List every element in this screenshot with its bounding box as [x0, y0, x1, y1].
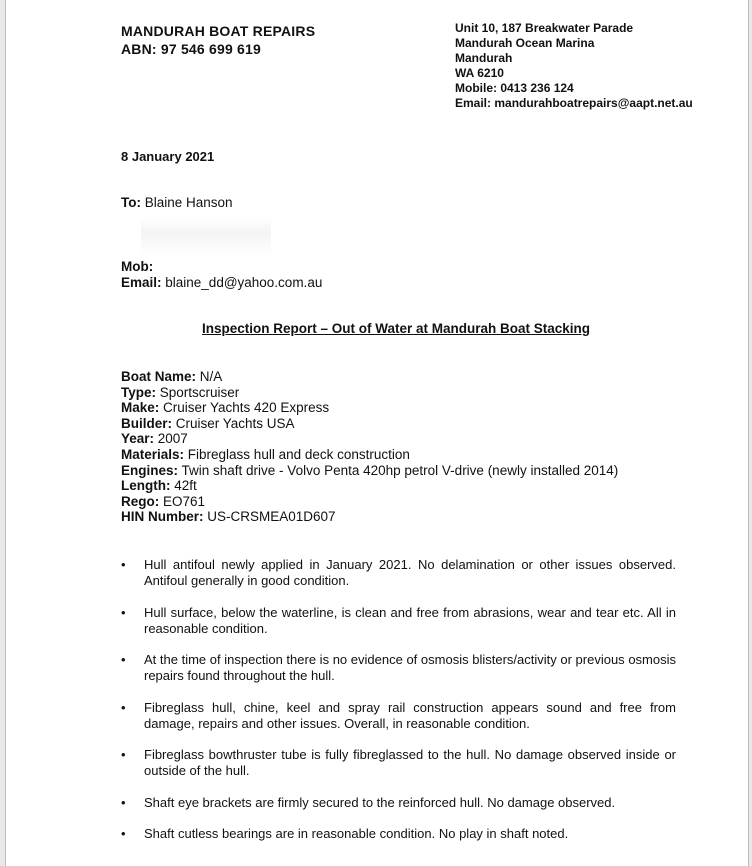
- spec-label: Boat Name:: [121, 369, 197, 384]
- company-email: Email: mandurahboatrepairs@aapt.net.au: [455, 96, 693, 110]
- spec-row: [121, 463, 618, 479]
- spec-row: [121, 369, 618, 385]
- spec-row: [121, 494, 618, 510]
- spec-row: [121, 509, 618, 525]
- spec-row: [121, 478, 618, 494]
- list-item: [121, 557, 676, 589]
- recipient-contact: [121, 259, 322, 291]
- recipient-name: [121, 195, 233, 210]
- finding-text: Hull antifoul newly applied in January 2021. No delamination or other issues observed. Antifoul generally in good condition.: [144, 557, 676, 588]
- email-label: Email:: [121, 275, 162, 290]
- email-value: blaine_dd@yahoo.com.au: [161, 275, 323, 290]
- bullet-icon: •: [121, 747, 126, 762]
- spec-label: Engines:: [121, 462, 179, 478]
- recipient-email: [121, 275, 322, 291]
- spec-value: Cruiser Yachts USA: [172, 415, 295, 431]
- to-label: To:: [121, 195, 141, 210]
- list-item: [121, 747, 676, 779]
- company-mobile: Mobile: 0413 236 124: [455, 81, 574, 95]
- company-address: [455, 21, 693, 111]
- spec-label: HIN Number:: [121, 509, 204, 525]
- mob-label: Mob:: [121, 259, 154, 274]
- finding-text: Shaft eye brackets are firmly secured to the reinforced hull. No damage observed.: [144, 794, 616, 810]
- spec-label: Make:: [121, 400, 160, 416]
- list-item: [121, 826, 676, 842]
- address-line: WA 6210: [455, 66, 504, 80]
- address-line: Unit 10, 187 Breakwater Parade: [455, 21, 634, 35]
- spec-label: Length:: [121, 478, 171, 494]
- boat-specs: [121, 369, 618, 525]
- bullet-icon: •: [121, 604, 126, 620]
- list-item: [121, 652, 676, 684]
- spec-value: 2007: [154, 431, 188, 447]
- bullet-icon: •: [121, 652, 126, 667]
- spec-value: Sportscruiser: [156, 384, 240, 400]
- spec-value: Fibreglass hull and deck construction: [184, 446, 410, 462]
- bullet-icon: •: [121, 699, 126, 715]
- recipient-mobile: [121, 259, 322, 275]
- finding-text: Fibreglass hull, chine, keel and spray rail construction appears sound and free from damage, repairs and other issues. Overall, in reasonable condition.: [144, 699, 676, 731]
- spec-row: [121, 447, 618, 463]
- spec-row: [121, 400, 618, 416]
- spec-value: EO761: [159, 493, 206, 509]
- spec-row: [121, 431, 618, 447]
- report-title: Inspection Report – Out of Water at Mandurah Boat Stacking: [201, 321, 591, 336]
- spec-row: [121, 416, 618, 432]
- spec-label: Builder:: [121, 415, 173, 431]
- spec-label: Year:: [121, 431, 155, 447]
- spec-value: Twin shaft drive - Volvo Penta 420hp petrol V-drive (newly installed 2014): [178, 462, 619, 478]
- spec-value: Cruiser Yachts 420 Express: [159, 400, 330, 416]
- finding-text: Shaft cutless bearings are in reasonable condition. No play in shaft noted.: [144, 826, 569, 841]
- spec-label: Rego:: [121, 493, 160, 509]
- bullet-icon: •: [121, 557, 126, 572]
- list-item: [121, 605, 676, 637]
- address-line: Mandurah Ocean Marina: [455, 36, 595, 50]
- finding-text: Fibreglass bowthruster tube is fully fibreglassed to the hull. No damage observed inside or outside of the hull.: [144, 747, 676, 778]
- list-item: [121, 700, 676, 732]
- list-item: [121, 795, 676, 811]
- redacted-address: [141, 218, 271, 256]
- inspection-findings: [121, 557, 676, 858]
- spec-value: 42ft: [170, 478, 197, 494]
- company-abn: ABN: 97 546 699 619: [121, 41, 261, 57]
- company-name: MANDURAH BOAT REPAIRS: [121, 23, 316, 39]
- finding-text: At the time of inspection there is no evidence of osmosis blisters/activity or previous osmosis repairs found throughout the hull.: [144, 652, 676, 683]
- finding-text: Hull surface, below the waterline, is clean and free from abrasions, wear and tear etc. All in reasonable condition.: [144, 604, 676, 636]
- spec-row: [121, 385, 618, 401]
- address-line: Mandurah: [455, 51, 513, 65]
- document-page: [5, 0, 749, 866]
- spec-value: US-CRSMEA01D607: [203, 509, 336, 525]
- spec-value: N/A: [196, 369, 223, 384]
- bullet-icon: •: [121, 826, 126, 841]
- spec-label: Type:: [121, 384, 157, 400]
- spec-label: Materials:: [121, 446, 185, 462]
- company-header: [121, 22, 315, 58]
- bullet-icon: •: [121, 794, 126, 810]
- to-value: Blaine Hanson: [141, 195, 233, 210]
- letter-date: 8 January 2021: [121, 149, 215, 164]
